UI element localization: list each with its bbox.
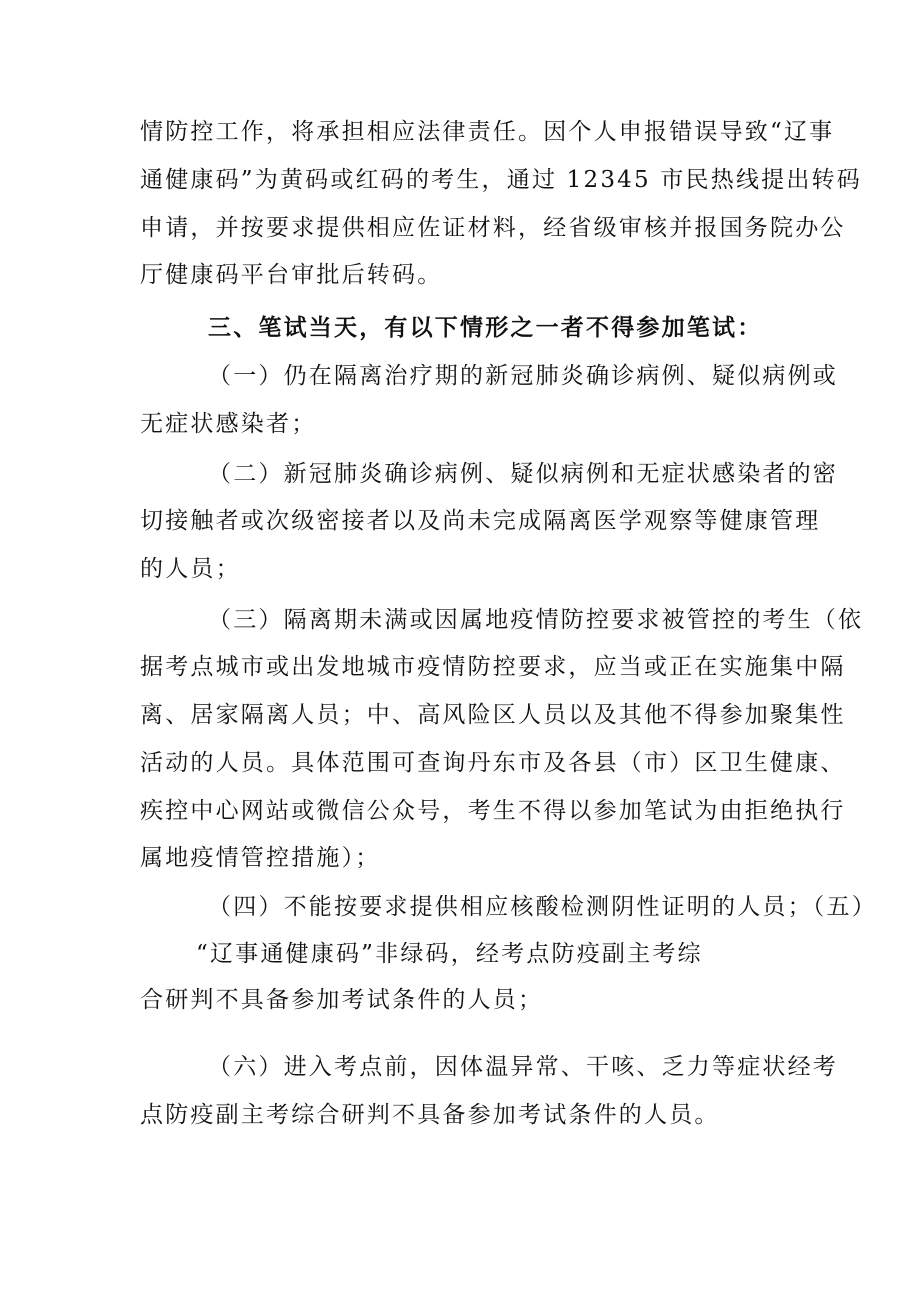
text-line-18: “辽事通健康码”非绿码，经考点防疫副主考综 (196, 941, 703, 967)
text-line-11: （三）隔离期未满或因属地疫情防控要求被管控的考生（依 (208, 607, 864, 633)
text-line-8: （二）新冠肺炎确诊病例、疑似病例和无症状感染者的密 (208, 461, 838, 487)
section-heading: 三、笔试当天，有以下情形之一者不得参加笔试： (208, 314, 763, 341)
text-line-19: 合研判不具备参加考试条件的人员； (140, 987, 544, 1013)
text-line-9: 切接触者或次级密接者以及尚未完成隔离医学观察等健康管理 (140, 508, 821, 534)
text-line-2: 通健康码”为黄码或红码的考生，通过 12345 市民热线提出转码 (140, 167, 862, 193)
text-line-17: （四）不能按要求提供相应核酸检测阴性证明的人员；（五） (208, 894, 877, 920)
text-line-14: 活动的人员。具体范围可查询丹东市及各县（市）区卫生健康、 (140, 750, 846, 776)
text-line-10: 的人员； (140, 556, 241, 582)
text-line-20: （六）进入考点前，因体温异常、干咳、乏力等症状经考 (208, 1054, 838, 1080)
text-line-12: 据考点城市或出发地城市疫情防控要求，应当或正在实施集中隔 (140, 654, 846, 680)
text-line-3: 申请，并按要求提供相应佐证材料，经省级审核并报国务院办公 (140, 215, 846, 241)
text-line-15: 疾控中心网站或微信公众号，考生不得以参加笔试为由拒绝执行 (140, 798, 846, 824)
text-line-7: 无症状感染者； (140, 411, 317, 437)
text-line-4: 厅健康码平台审批后转码。 (140, 262, 443, 288)
text-line-16: 属地疫情管控措施）； (140, 845, 381, 871)
text-line-13: 离、居家隔离人员；中、高风险区人员以及其他不得参加聚集性 (140, 702, 846, 728)
text-line-6: （一）仍在隔离治疗期的新冠肺炎确诊病例、疑似病例或 (208, 363, 838, 389)
text-line-1: 情防控工作，将承担相应法律责任。因个人申报错误导致“辽事 (140, 119, 835, 145)
text-line-21: 点防疫副主考综合研判不具备参加考试条件的人员。 (140, 1102, 720, 1128)
